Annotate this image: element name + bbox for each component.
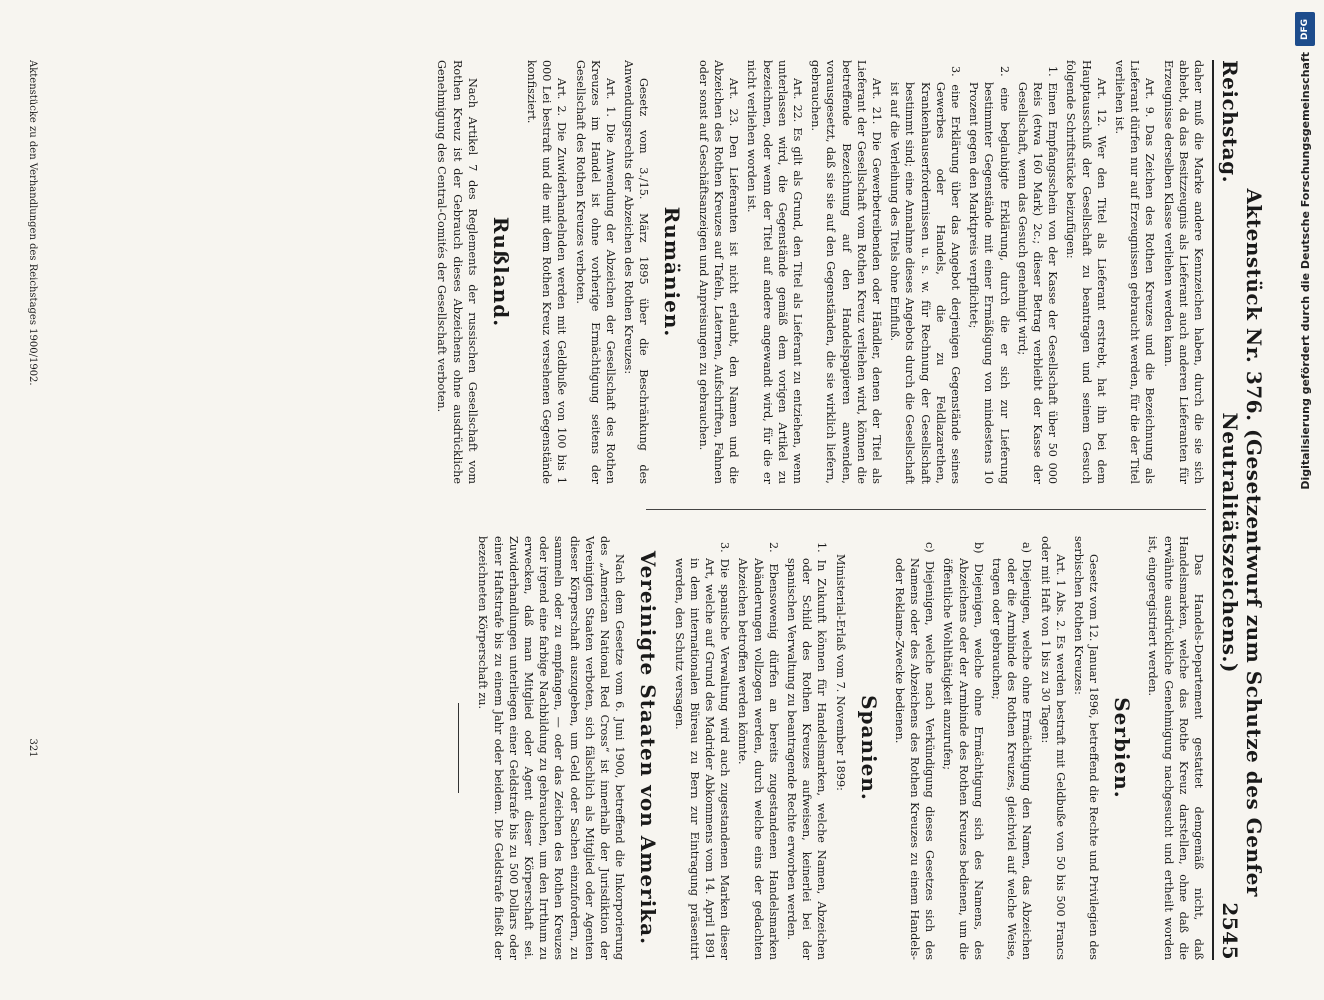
section-heading-usa: Vereinigte Staaten von Amerika.	[636, 550, 661, 946]
paragraph: Gesetz vom 12. Januar 1896, betreffend die Rechte und Privilegien des serbischen Rothen Kreuzes:	[1071, 536, 1101, 960]
paragraph: daher muß die Marke andere Kennzeichen haben, durch die sie sich abhebt, da das Besitzzeugnis als Lieferant auch anderen Lieferanten für Erzeugnisse derselben Klasse verliehen werden kann.	[1161, 60, 1205, 484]
list-item: c) Diejenigen, welche nach Verkündigung dieses Gesetzes sich des Namens oder des Abzeichens des Rothen Kreuzes zu einem Handels- oder Reklame-Zwecke bedienen.	[892, 542, 937, 960]
list-item: 2. eine beglaubigte Erklärung, durch die er sich zur Lieferung bestimmter Gegenstände mit einer Ermäßigung von mindestens 10 Prozent gegen den Marktpreis verpflichtet;	[967, 66, 1011, 484]
section-heading-russia: Rußland.	[488, 216, 513, 328]
page-header	[1212, 60, 1266, 960]
paragraph: Art. 12. Wer den Titel als Lieferant erstrebt, hat ihn bei dem Hauptausschuß der Gesellschaft zu beantragen und seinem Gesuch folgende Schriftstücke beizufügen:	[1064, 60, 1108, 484]
paragraph: Art. 1 Abs. 2. Es werden bestraft mit Geldbuße von 50 bis 500 Francs oder mit Haft von 1 bis zu 30 Tagen:	[1038, 536, 1067, 960]
paragraph: Nach dem Gesetze vom 6. Juni 1900, betreffend die Inkorporierung des „American National Red Cross“ ist innerhalb der Jurisdiktion der Vereinigten Staaten verboten, sich fälschlich als Mitglied oder Agenten dieser Körperschaft auszugeben, um Geld oder Sachen einzufordern, zu sammeln oder zu empfangen, — oder das Zeichen des Rothen Kreuzes oder irgend eine farbige Nachbildung zu gebrauchen, um den Irrthum zu erwecken, daß man Mitglied oder Agent dieser Körperschaft sei. Zuwiderhandlungen unterliegen einer Geldstrafe bis zu 500 Dollars oder einer Haftstrafe bis zu einem Jahr oder beidem. Die Geldstrafe fließt der bezeichneten Körperschaft zu.	[476, 536, 627, 960]
list-item: 2. Ebensowenig dürfen an bereits zugestandenen Handelsmarken Abänderungen vollzogen werden, durch welche eins der gedachten Abzeichen betroffen werden könnte.	[736, 542, 780, 960]
footnote: Aktenstücke zu den Verhandlungen des Reichstages 1900/1902.	[27, 60, 38, 386]
paragraph: Art. 21. Die Gewerbetreibenden oder Händler, denen der Titel als Lieferant der Gesellschaft vom Rothen Kreuz verliehen wird, können die betreffende Bezeichnung auf den Handelspapieren anwenden, vorausgesetzt, daß sie sie auf den Gegenständen, die sie wirklich liefern, gebrauchen.	[809, 60, 883, 484]
paragraph: Ministerial-Erlaß vom 7. November 1899:	[833, 554, 847, 791]
paragraph: Art. 2. Die Zuwiderhandelnden werden mit Geldbuße von 100 bis 1 000 Lei bestraft und die mit dem Rothen Kreuz versehenen Gegenstände konfisziert.	[525, 60, 569, 484]
header-title: Aktenstück Nr. 376. (Gesetzentwurf zum Schutze des Genfer Neutralitätszeichens.)	[1218, 188, 1266, 897]
list-item: b) Diejenigen, welche ohne Ermächtigung sich des Namens, des Abzeichens oder der Armbinde des Rothen Kreuzes bedienen, um die öffentliche Wohlthätigkeit anzurufen;	[941, 542, 985, 960]
page-code: 321	[27, 738, 38, 758]
section-heading-spain: Spanien.	[856, 695, 881, 801]
paragraph: Das Handels-Departement gestattet demgemäß nicht, daß Handelsmarken, welche das Rothe Kreuz darstellen, ohne daß die erwähnte ausdrückliche Genehmigung nachgesucht und ertheilt worden ist, eingeregistriert werden.	[1146, 536, 1205, 960]
header-page-number: 2545	[1218, 902, 1242, 960]
list-item: 1. In Zukunft können für Handelsmarken, welche Namen, Abzeichen oder Schild des Rothen Kreuzes aufweisen, keinerlei bei der spanischen Verwaltung zu beantragende Rechte erworben werden.	[784, 542, 829, 960]
end-rule	[458, 703, 459, 793]
digitization-credit	[1292, 12, 1318, 987]
column-divider	[646, 509, 1206, 510]
list-item: a) Diejenigen, welche ohne Ermächtigung den Namen, das Abzeichen oder die Armbinde des Rothen Kreuzes, gleichviel auf welche Weise, tragen oder gebrauchen;	[989, 542, 1034, 960]
section-heading-serbia: Serbien.	[1110, 697, 1135, 799]
paragraph: Art. 1. Die Anwendung der Abzeichen der Gesellschaft des Rothen Kreuzes im Handel ist ohne vorherige Ermächtigung seitens der Gesellschaft des Rothen Kreuzes verboten.	[573, 60, 618, 484]
list-item: 3. eine Erklärung über das Angebot derjenigen Gegenstände seines Gewerbes oder Handels, die zu Feldlazarethen, Krankenhauserfordernissen u. s. w. für Rechnung der Gesellschaft bestimmt sind; eine Annahme dieses Angebots durch die Gesellschaft ist auf die Verleihung des Titels ohne Einfluß.	[888, 66, 962, 484]
left-column	[431, 60, 1206, 484]
list-item: 1. Einen Empfangsschein von der Kasse der Gesellschaft über 50 000 Reis (etwa 160 Mark) 2c.; dieser Betrag verbleibt der Kasse der Gesellschaft, wenn das Gesuch genehmigt wird;	[1015, 66, 1060, 484]
paragraph: Art. 23. Den Lieferanten ist nicht erlaubt, den Namen und die Abzeichen des Rothen Kreuzes auf Tafeln, Laternen, Aufschriften, Fahnen oder sonst auf Geschäftsanzeigen und Anpreisungen zu gebrauchen.	[696, 60, 741, 484]
paragraph: Nach Artikel 7 des Reglements der russischen Gesellschaft vom Rothen Kreuz ist der Gebrauch dieses Abzeichens ohne ausdrückliche Genehmigung des Central-Comités der Gesellschaft verboten.	[435, 60, 479, 484]
right-column	[458, 536, 1206, 960]
rotated-page-content	[2, 60, 1266, 960]
header-left: Reichstag.	[1218, 60, 1242, 184]
dfg-logo-icon: DFG	[1295, 12, 1315, 46]
section-heading-romania: Rumänien.	[660, 206, 685, 338]
list-item: 3. Die spanische Verwaltung wird auch zugestandenen Marken dieser Art, welche auf Grund des Madrider Abkommens vom 14. April 1891 in dem internationalen Büreau zu Bern zur Eintragung präsentirt werden, den Schutz versagen.	[672, 542, 732, 960]
paragraph: Art. 9. Das Zeichen des Rothen Kreuzes und die Bezeichnung als Lieferant dürfen nur auf Erzeugnissen gebraucht werden, für die der Titel verliehen ist.	[1112, 60, 1157, 484]
paragraph: Gesetz vom 3./15. März 1895 über die Beschränkung des Anwendungsrechts der Abzeichen des Rothen Kreuzes:	[622, 60, 651, 484]
paragraph: Art. 22. Es gilt als Grund, den Titel als Lieferant zu entziehen, wenn unterlassen wird, die Gegenstände gemäß dem vorigen Artikel zu bezeichnen, oder wenn der Titel auf andere angewandt wird, für die er nicht verliehen worden ist.	[745, 60, 804, 484]
credit-text: Digitalisierung gefördert durch die Deutsche Forschungsgemeinschaft	[1298, 52, 1312, 490]
